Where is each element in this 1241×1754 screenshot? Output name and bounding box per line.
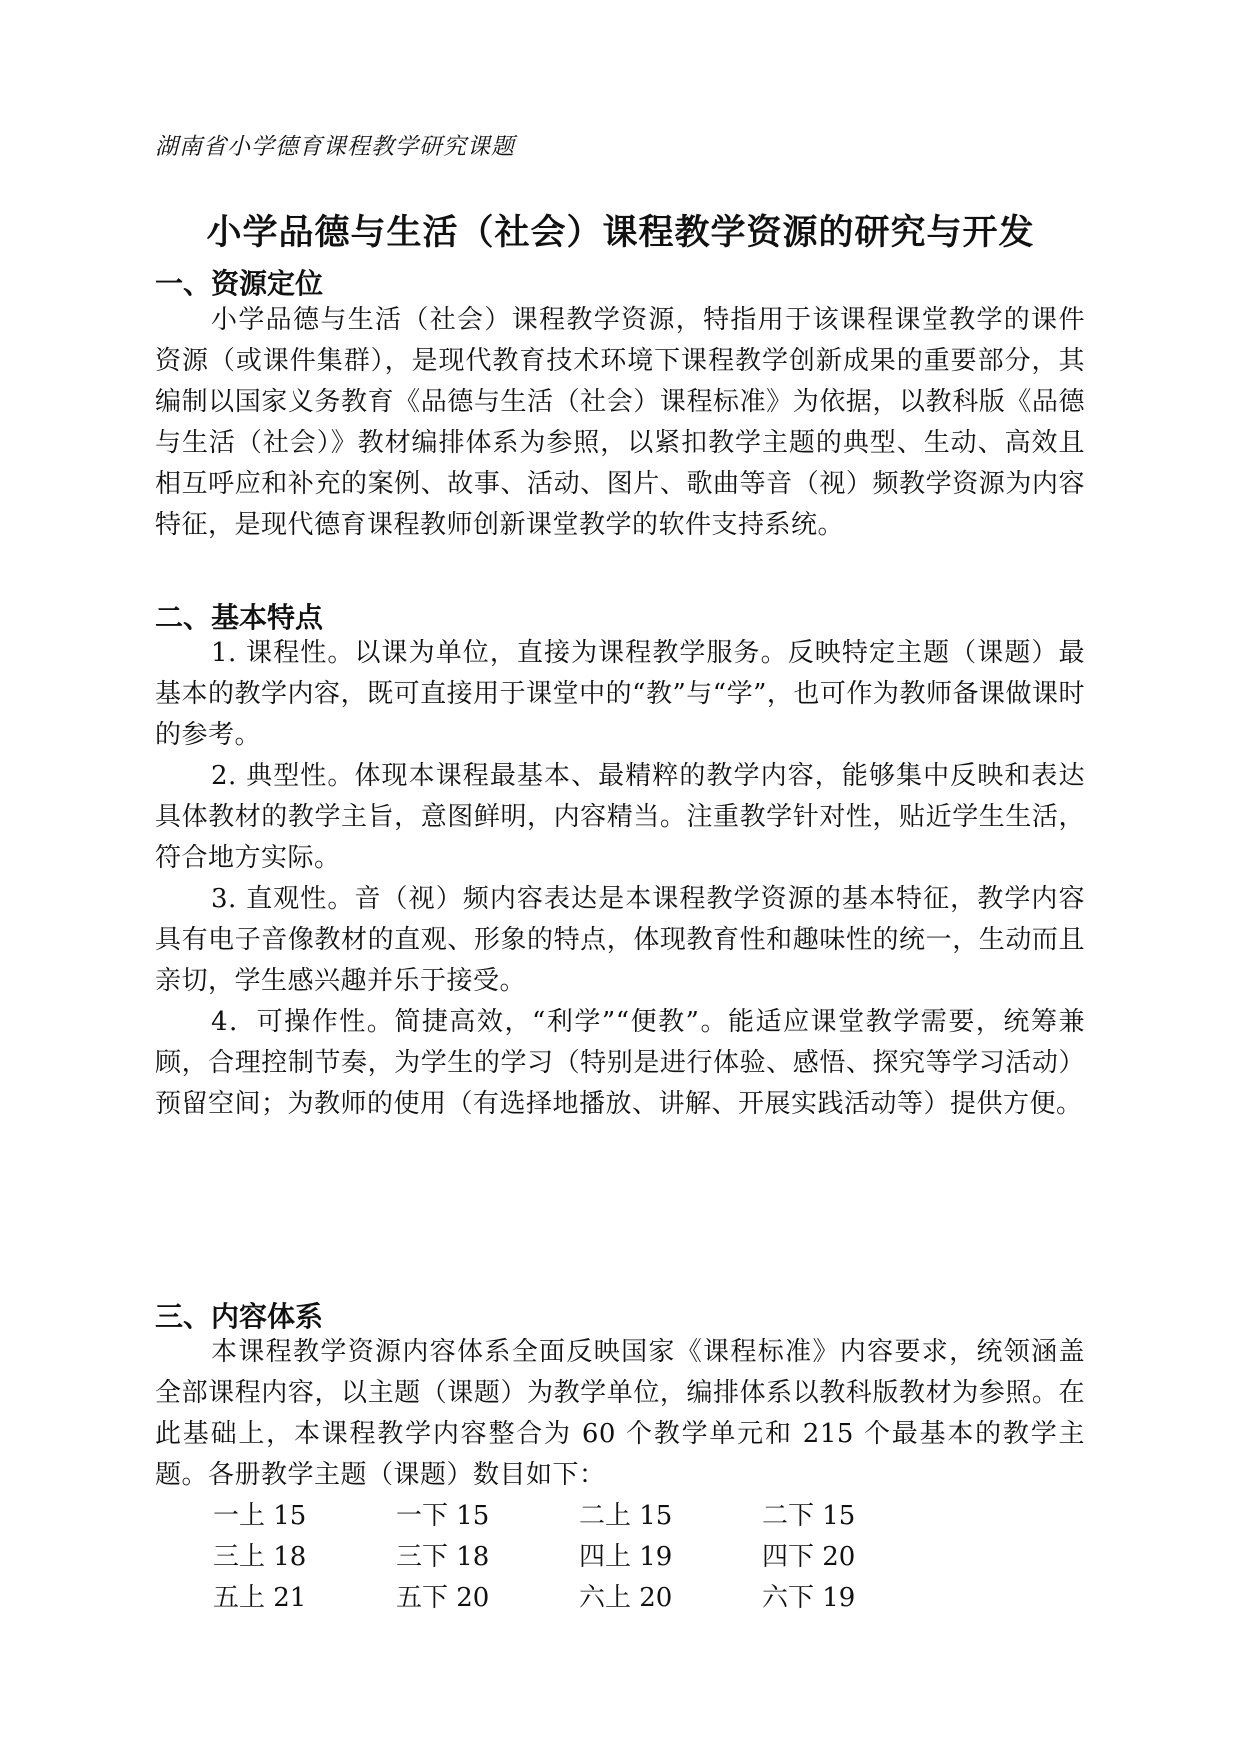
topic-count-cell: 二上 15 <box>579 1501 673 1531</box>
section-heading-3: 三、内容体系 <box>155 1300 324 1333</box>
topic-count-cell: 一下 15 <box>396 1501 490 1531</box>
document-title: 小学品德与生活（社会）课程教学资源的研究与开发 <box>206 213 1035 253</box>
topic-count-row <box>213 1495 945 1536</box>
topic-count-cell: 五下 20 <box>396 1583 490 1613</box>
topic-count-row <box>213 1536 945 1577</box>
topic-count-cell: 一上 15 <box>213 1501 307 1531</box>
topic-count-row <box>213 1577 945 1618</box>
feature-paragraph-4: 4．可操作性。简捷高效，“利学”“便教”。能适应课堂教学需要，统筹兼顾，合理控制节奏，为学生的学习（特别是进行体验、感悟、探究等学习活动）预留空间；为教师的使用（有选择地播放、讲解、开展实践活动等）提供方便。 <box>155 1007 1085 1119</box>
topic-count-cell: 六上 20 <box>579 1583 673 1613</box>
topic-count-grid <box>213 1495 945 1618</box>
topic-count-cell: 四下 20 <box>762 1542 856 1572</box>
section-heading-1: 一、资源定位 <box>155 267 324 300</box>
topic-count-cell: 二下 15 <box>762 1501 856 1531</box>
topic-count-cell: 五上 21 <box>213 1583 307 1613</box>
topic-count-cell: 四上 19 <box>579 1542 673 1572</box>
section-heading-2: 二、基本特点 <box>155 601 324 634</box>
topic-count-cell: 六下 19 <box>762 1583 856 1613</box>
running-header: 湖南省小学德育课程教学研究课题 <box>155 134 515 160</box>
feature-paragraph-2: 2. 典型性。体现本课程最基本、最精粹的教学内容，能够集中反映和表达具体教材的教学主旨，意图鲜明，内容精当。注重教学针对性，贴近学生生活，符合地方实际。 <box>155 761 1085 873</box>
topic-count-cell: 三下 18 <box>396 1542 490 1572</box>
section-1-paragraph: 小学品德与生活（社会）课程教学资源，特指用于该课程课堂教学的课件资源（或课件集群），是现代教育技术环境下课程教学创新成果的重要部分，其编制以国家义务教育《品德与生活（社会）课程标准》为依据，以教科版《品德与生活（社会）》教材编排体系为参照，以紧扣教学主题的典型、生动、高效且相互呼应和补充的案例、故事、活动、图片、歌曲等音（视）频教学资源为内容特征，是现代德育课程教师创新课堂教学的软件支持系统。 <box>155 305 1085 540</box>
feature-paragraph-3: 3. 直观性。音（视）频内容表达是本课程教学资源的基本特征，教学内容具有电子音像教材的直观、形象的特点，体现教育性和趣味性的统一，生动而且亲切，学生感兴趣并乐于接受。 <box>155 884 1085 996</box>
content-system-paragraph: 本课程教学资源内容体系全面反映国家《课程标准》内容要求，统领涵盖全部课程内容，以主题（课题）为教学单位，编排体系以教科版教材为参照。在此基础上，本课程教学内容整合为 60 个教学单元和 215 个最基本的教学主题。各册教学主题（课题）数目如下： <box>155 1337 1085 1490</box>
feature-paragraph-1: 1. 课程性。以课为单位，直接为课程教学服务。反映特定主题（课题）最基本的教学内容，既可直接用于课堂中的“教”与“学”，也可作为教师备课做课时的参考。 <box>155 638 1085 750</box>
topic-count-cell: 三上 18 <box>213 1542 307 1572</box>
